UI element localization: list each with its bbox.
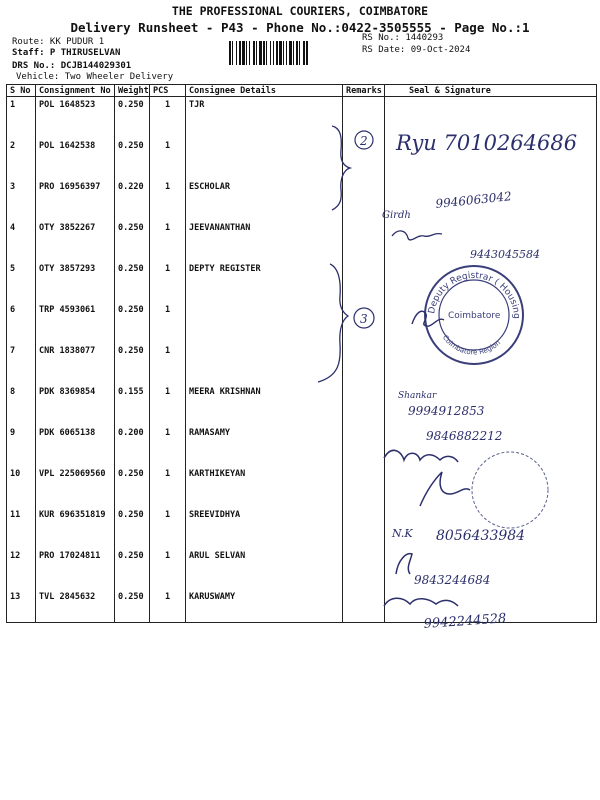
cell-seal-signature: [385, 384, 597, 425]
table-row: [7, 507, 597, 548]
company-title: THE PROFESSIONAL COURIERS, COIMBATORE: [171, 4, 429, 18]
cell-seal-signature: [385, 261, 597, 302]
cell-remarks: [343, 384, 385, 425]
cell-remarks: [343, 507, 385, 548]
cell-seal-signature: [385, 589, 597, 623]
col-remarks: Remarks: [343, 85, 385, 97]
barcode-bar: [283, 41, 284, 65]
cell-pcs: 1: [150, 425, 186, 466]
cell-consignee: ARUL SELVAN: [186, 548, 343, 589]
stamp-center-text: Coimbatore: [448, 311, 501, 321]
cell-weight: 0.220: [115, 179, 150, 220]
table-row: [7, 343, 597, 384]
signature-row-11-phone: 8056433984: [436, 528, 526, 544]
table-row: [7, 466, 597, 507]
staff-label: Staff: P THIRUSELVAN: [12, 48, 121, 58]
cell-sno: 7: [7, 343, 36, 384]
barcode-image: [229, 41, 357, 65]
table-header-row: [7, 85, 597, 97]
cell-sno: 6: [7, 302, 36, 343]
cell-weight: 0.250: [115, 589, 150, 623]
cell-consignment: VPL 225069560: [36, 466, 115, 507]
cell-sno: 9: [7, 425, 36, 466]
cell-sno: 4: [7, 220, 36, 261]
barcode-bar: [289, 41, 292, 65]
cell-consignment: CNR 1838077: [36, 343, 115, 384]
cell-remarks: [343, 138, 385, 179]
barcode-bar: [299, 41, 300, 65]
runsheet-title: Delivery Runsheet - P43 - Phone No.:0422-3505555 - Page No.:1: [70, 20, 530, 35]
table-row: [7, 425, 597, 466]
cell-consignee: [186, 343, 343, 384]
cell-seal-signature: [385, 220, 597, 261]
cell-sno: 5: [7, 261, 36, 302]
cell-sno: 3: [7, 179, 36, 220]
signature-row-3-phone: 9946063042: [434, 189, 513, 211]
barcode-bar: [286, 41, 287, 65]
table-row: [7, 589, 597, 623]
cell-sno: 11: [7, 507, 36, 548]
cell-remarks: [343, 343, 385, 384]
cell-seal-signature: [385, 302, 597, 343]
cell-consignee: KARTHIKEYAN: [186, 466, 343, 507]
signature-row-13-phone: 9942244528: [423, 611, 507, 632]
cell-remarks: [343, 302, 385, 343]
barcode-bar: [259, 41, 262, 65]
cell-consignment: OTY 3857293: [36, 261, 115, 302]
cell-remarks: [343, 425, 385, 466]
cell-seal-signature: [385, 548, 597, 589]
barcode-bar: [236, 41, 237, 65]
signature-row-4-phone: 9443045584: [470, 248, 540, 261]
cell-weight: 0.250: [115, 302, 150, 343]
cell-consignment: OTY 3852267: [36, 220, 115, 261]
col-seal-signature: Seal & Signature: [385, 85, 597, 97]
cell-consignee: SREEVIDHYA: [186, 507, 343, 548]
barcode-bar: [232, 41, 233, 65]
cell-consignee: [186, 302, 343, 343]
cell-remarks: [343, 261, 385, 302]
col-consignment: Consignment No: [36, 85, 115, 97]
cell-consignment: PRO 17024811: [36, 548, 115, 589]
cell-seal-signature: [385, 507, 597, 548]
barcode-bar: [279, 41, 282, 65]
table-row: [7, 302, 597, 343]
cell-consignee: RAMASAMY: [186, 425, 343, 466]
barcode-bar: [256, 41, 257, 65]
cell-weight: 0.250: [115, 548, 150, 589]
cell-pcs: 1: [150, 302, 186, 343]
signature-row-11-name: N.K: [392, 527, 413, 540]
cell-pcs: 1: [150, 343, 186, 384]
cell-pcs: 1: [150, 179, 186, 220]
cell-consignee: MEERA KRISHNAN: [186, 384, 343, 425]
cell-weight: 0.250: [115, 220, 150, 261]
cell-weight: 0.250: [115, 507, 150, 548]
cell-seal-signature: [385, 179, 597, 220]
barcode-bar: [273, 41, 274, 65]
cell-remarks: [343, 548, 385, 589]
cell-weight: 0.250: [115, 97, 150, 139]
cell-consignee: JEEVANANTHAN: [186, 220, 343, 261]
cell-consignment: PDK 6065138: [36, 425, 115, 466]
rs-number: RS No.: 1440293: [362, 33, 444, 43]
barcode-bar: [266, 41, 267, 65]
barcode-bar: [306, 41, 308, 65]
cell-weight: 0.250: [115, 466, 150, 507]
cell-sno: 8: [7, 384, 36, 425]
barcode-bar: [296, 41, 298, 65]
cell-weight: 0.250: [115, 343, 150, 384]
stamp-outer-text: Deputy Registrar ( Housing: [427, 270, 522, 320]
cell-seal-signature: [385, 425, 597, 466]
rs-date: RS Date: 09-Oct-2024: [362, 45, 471, 55]
col-weight: Weight: [115, 85, 150, 97]
cell-consignment: KUR 696351819: [36, 507, 115, 548]
signature-row-9-phone: 9846882212: [426, 429, 503, 443]
table-row: [7, 384, 597, 425]
col-consignee: Consignee Details: [186, 85, 343, 97]
signature-rows-1-2: Ryu 7010264686: [396, 131, 578, 155]
table-row: [7, 548, 597, 589]
barcode-bar: [263, 41, 265, 65]
cell-weight: 0.250: [115, 261, 150, 302]
cell-sno: 10: [7, 466, 36, 507]
cell-consignee: TJR: [186, 97, 343, 139]
cell-remarks: [343, 179, 385, 220]
cell-seal-signature: [385, 466, 597, 507]
barcode-bar: [303, 41, 305, 65]
cell-remarks: [343, 589, 385, 623]
cell-pcs: 1: [150, 138, 186, 179]
table-row: [7, 179, 597, 220]
cell-remarks: [343, 97, 385, 139]
cell-weight: 0.250: [115, 138, 150, 179]
signature-row-8-phone: 9994912853: [408, 404, 485, 418]
cell-consignment: PDK 8369854: [36, 384, 115, 425]
cell-weight: 0.200: [115, 425, 150, 466]
cell-pcs: 1: [150, 507, 186, 548]
barcode-bar: [270, 41, 271, 65]
cell-sno: 12: [7, 548, 36, 589]
signature-row-3-name: Girdh: [382, 210, 411, 221]
barcode-bar: [246, 41, 247, 65]
table-row: [7, 220, 597, 261]
cell-consignee: DEPTY REGISTER: [186, 261, 343, 302]
table-row: [7, 261, 597, 302]
cell-consignee: KARUSWAMY: [186, 589, 343, 623]
cell-remarks: [343, 466, 385, 507]
drs-number: DRS No.: DCJB144029301: [12, 61, 132, 71]
barcode-bar: [276, 41, 278, 65]
cell-consignee: ESCHOLAR: [186, 179, 343, 220]
cell-weight: 0.155: [115, 384, 150, 425]
cell-remarks: [343, 220, 385, 261]
table-row: [7, 138, 597, 179]
cell-consignment: TRP 4593061: [36, 302, 115, 343]
cell-pcs: 1: [150, 548, 186, 589]
cell-pcs: 1: [150, 589, 186, 623]
cell-seal-signature: [385, 97, 597, 139]
cell-pcs: 1: [150, 97, 186, 139]
barcode-bar: [242, 41, 245, 65]
vehicle-label: Vehicle: Two Wheeler Delivery: [16, 72, 174, 82]
signature-row-12-phone: 9843244684: [414, 573, 491, 587]
cell-seal-signature: [385, 343, 597, 384]
cell-sno: 1: [7, 97, 36, 139]
barcode-bar: [229, 41, 231, 65]
remark-count-a: 2: [360, 134, 368, 148]
cell-consignment: TVL 2845632: [36, 589, 115, 623]
cell-consignment: POL 1648523: [36, 97, 115, 139]
cell-pcs: 1: [150, 384, 186, 425]
cell-seal-signature: [385, 138, 597, 179]
col-sno: S No: [7, 85, 36, 97]
cell-consignment: POL 1642538: [36, 138, 115, 179]
cell-consignment: PRO 16956397: [36, 179, 115, 220]
barcode-bar: [293, 41, 294, 65]
stamp-bottom-text: Coimbatore Region: [440, 333, 503, 357]
cell-consignee: [186, 138, 343, 179]
runsheet-table: [6, 84, 597, 623]
cell-pcs: 1: [150, 261, 186, 302]
cell-pcs: 1: [150, 220, 186, 261]
cell-sno: 13: [7, 589, 36, 623]
cell-pcs: 1: [150, 466, 186, 507]
cell-sno: 2: [7, 138, 36, 179]
barcode-bar: [249, 41, 250, 65]
barcode-bar: [253, 41, 255, 65]
signature-row-8-name: Shankar: [398, 391, 437, 401]
barcode-bar: [239, 41, 241, 65]
table-row: [7, 97, 597, 139]
col-pcs: PCS: [150, 85, 186, 97]
remark-count-b: 3: [360, 312, 368, 326]
route-label: Route: KK PUDUR 1: [12, 37, 105, 47]
